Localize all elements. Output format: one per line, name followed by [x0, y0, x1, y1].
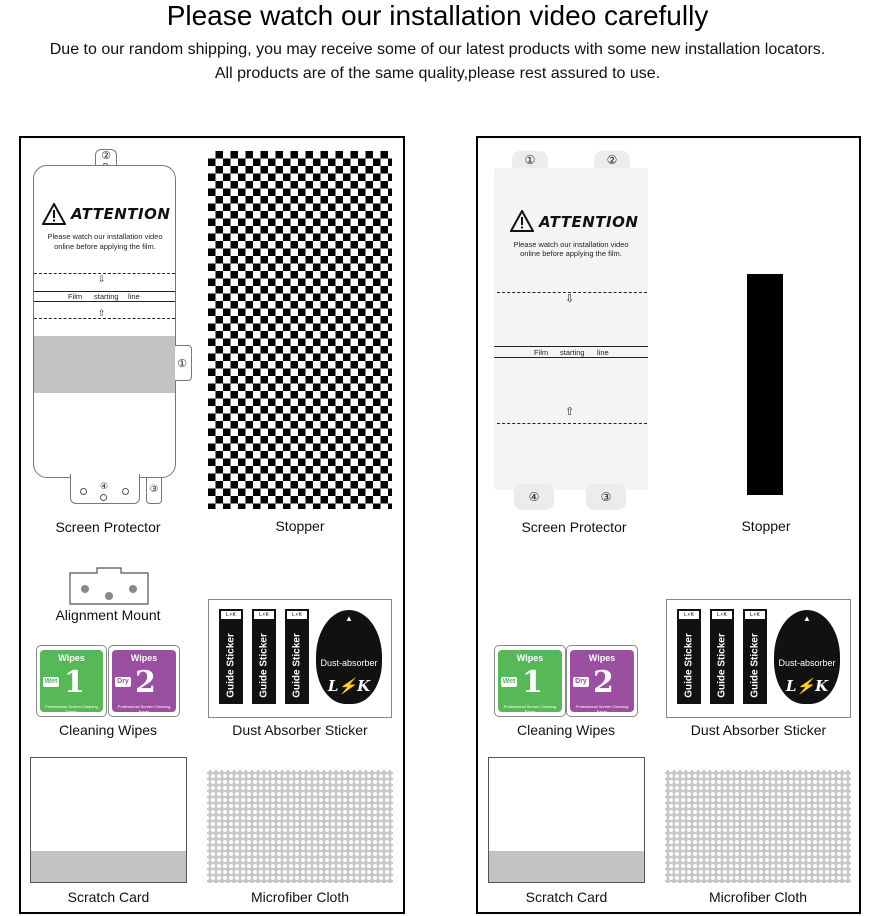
cut-line [34, 318, 175, 319]
film-number-1: ① [177, 357, 187, 370]
film-line [494, 346, 648, 347]
guide-sticker-text: Guide Sticker [225, 633, 237, 698]
wet-number: 1 [64, 665, 85, 700]
film-line-word: Film [534, 348, 549, 357]
page-title: Please watch our installation video carefully [166, 0, 709, 31]
guide-logo: L⚡K [287, 611, 307, 619]
wet-wipe-footer: Professional Screen Cleaning Paper [503, 704, 557, 714]
triangle-icon: ▲ [803, 614, 811, 623]
film-note-line-1: Please watch our installation video [513, 240, 629, 249]
label-dust-absorber: Dust Absorber Sticker [232, 722, 368, 738]
shipping-note-line-1: Due to our random shipping, you may receive some of our latest products with some new installation locators. [49, 41, 826, 58]
dust-absorber-logo: L⚡K [327, 677, 371, 695]
dust-absorber-text: Dust-absorber [778, 658, 836, 668]
cut-line [497, 423, 647, 424]
film-line-word: starting [94, 292, 119, 301]
attention-text: ATTENTION [71, 205, 171, 223]
film-line [34, 301, 175, 302]
film-line [494, 357, 648, 358]
microfiber-cloth [665, 770, 851, 883]
film-number-2: ② [101, 149, 111, 162]
dry-wipe-title: Wipes [130, 653, 158, 663]
film-note-line-1: Please watch our installation video [47, 232, 163, 241]
scratch-card-strip [489, 851, 644, 882]
label-screen-protector: Screen Protector [55, 519, 161, 535]
dust-absorber-logo: L⚡K [785, 677, 829, 695]
dry-number: 2 [593, 665, 614, 700]
guide-logo: L⚡K [712, 611, 732, 619]
wet-wipe-footer: Professional Screen Cleaning Paper [45, 704, 98, 714]
stopper-checkerboard [208, 151, 392, 509]
warning-icon [42, 203, 66, 225]
film-number-1: ① [524, 153, 536, 167]
warning-icon [510, 210, 534, 232]
film-number-3: ③ [149, 484, 159, 495]
guide-logo: L⚡K [254, 611, 274, 619]
guide-sticker-text: Guide Sticker [683, 633, 695, 698]
label-stopper: Stopper [275, 518, 325, 534]
arrow-down-icon: ⇩ [98, 274, 106, 284]
film-number-3: ③ [600, 490, 612, 504]
wet-wipe-title: Wipes [58, 653, 85, 663]
film-line-word: line [597, 348, 609, 357]
label-dust-absorber: Dust Absorber Sticker [690, 722, 827, 738]
label-stopper: Stopper [741, 518, 791, 534]
label-microfiber: Microfiber Cloth [708, 889, 808, 905]
label-alignment-mount: Alignment Mount [55, 607, 161, 623]
film-hole [80, 488, 87, 495]
label-cleaning-wipes: Cleaning Wipes [516, 722, 616, 738]
film-note-line-2: online before applying the film. [520, 249, 622, 258]
film-number-2: ② [606, 153, 618, 167]
film-number-4: ④ [528, 490, 540, 504]
film-line-word: Film [68, 292, 83, 301]
film-line-word: starting [560, 348, 585, 357]
shipping-note-line-2: All products are of the same quality,please rest assured to use. [214, 65, 661, 82]
attention-text: ATTENTION [539, 213, 639, 231]
film-number-4: ④ [99, 482, 109, 492]
guide-logo: L⚡K [745, 611, 765, 619]
guide-sticker-text: Guide Sticker [716, 633, 728, 698]
microfiber-cloth [207, 770, 393, 883]
film-grey-band [34, 336, 175, 393]
arrow-up-icon: ⇧ [98, 308, 106, 318]
wet-number: 1 [522, 665, 543, 700]
scratch-card-strip [31, 851, 186, 882]
label-cleaning-wipes: Cleaning Wipes [58, 722, 158, 738]
wet-tag: Wet [502, 678, 516, 685]
label-screen-protector: Screen Protector [521, 519, 627, 535]
wet-wipe-title: Wipes [516, 653, 544, 663]
stopper-bar [747, 274, 783, 495]
label-scratch-card: Scratch Card [525, 889, 608, 905]
dry-tag: Dry [115, 677, 131, 687]
guide-sticker-text: Guide Sticker [291, 633, 303, 698]
dry-wipe-title: Wipes [588, 653, 616, 663]
dry-wipe-footer: Professional Screen Cleaning Paper [117, 704, 171, 714]
guide-sticker-text: Guide Sticker [749, 633, 761, 698]
label-scratch-card: Scratch Card [67, 889, 150, 905]
film-note-line-2: online before applying the film. [54, 242, 156, 251]
dry-number: 2 [135, 665, 156, 700]
arrow-down-icon: ⇩ [565, 293, 575, 305]
film-hole [122, 488, 129, 495]
guide-logo: L⚡K [679, 611, 699, 619]
dry-wipe-footer: Professional Screen Cleaning Paper [575, 704, 629, 714]
guide-logo: L⚡K [221, 611, 241, 619]
guide-sticker-text: Guide Sticker [258, 633, 270, 698]
film-hole [100, 494, 107, 501]
dust-absorber-text: Dust-absorber [320, 658, 378, 668]
dry-tag: Dry [573, 677, 589, 687]
film-line-word: line [128, 292, 140, 301]
arrow-up-icon: ⇧ [565, 406, 575, 418]
label-microfiber: Microfiber Cloth [250, 889, 350, 905]
triangle-icon: ▲ [345, 614, 353, 623]
wet-tag: Wet [44, 678, 58, 685]
